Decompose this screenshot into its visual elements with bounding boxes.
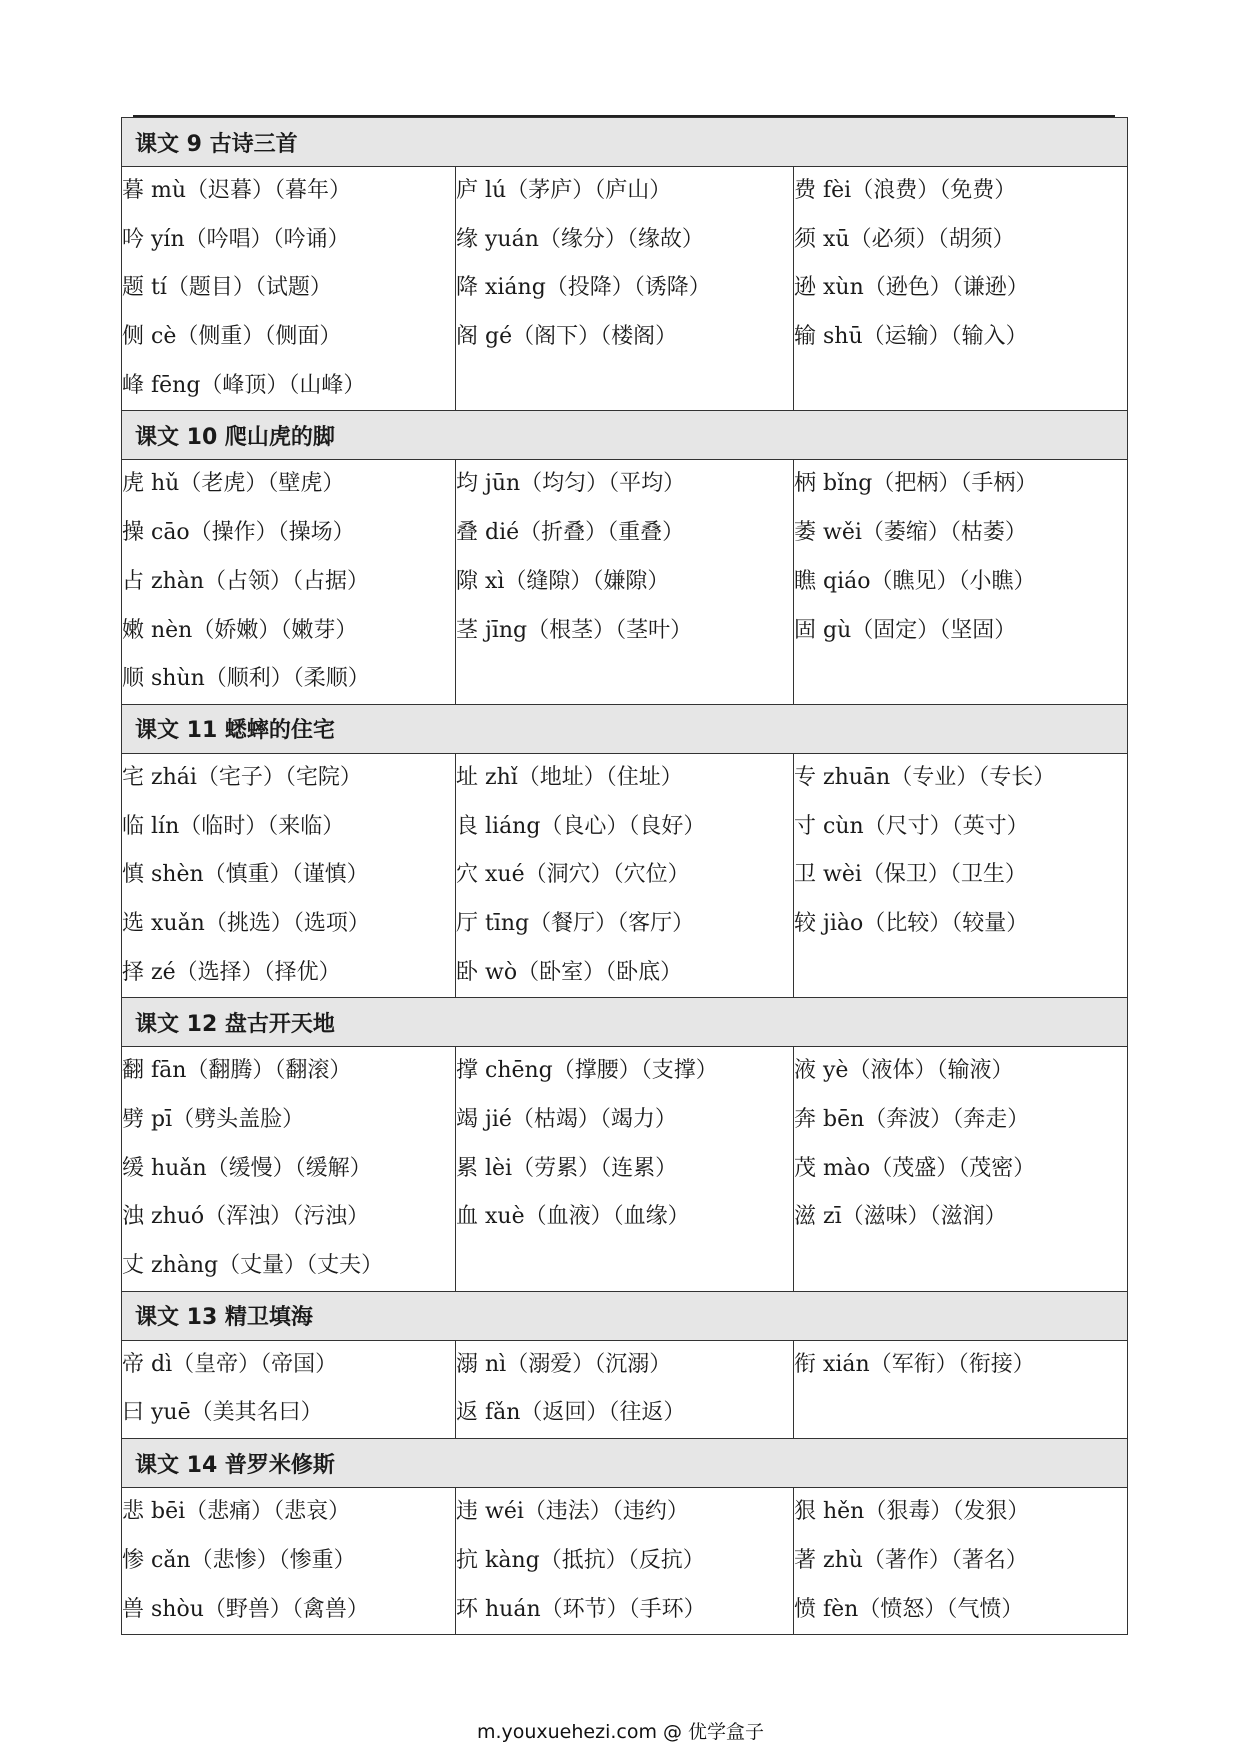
- vocab-entry: 卧 wò（卧室）（卧底）: [456, 959, 683, 985]
- vocab-entry: 顺 shùn（顺利）（柔顺）: [122, 666, 370, 692]
- vocab-entry: 液 yè（液体）（输液）: [794, 1058, 1014, 1084]
- section-title: 课文 14 普罗米修斯: [122, 1439, 1128, 1488]
- vocab-column: [122, 1047, 456, 1291]
- vocab-entry: 费 fèi（浪费）（免费）: [794, 178, 1017, 203]
- vocab-entry: 滋 zī（滋味）（滋润）: [794, 1204, 1007, 1230]
- vocab-entry: 返 fǎn（返回）（往返）: [456, 1400, 686, 1426]
- vocab-column: [794, 460, 1128, 704]
- footer-watermark: m.youxuehezi.com @ 优学盒子: [476, 1721, 765, 1743]
- vocab-entry: 须 xū（必须）（胡须）: [794, 226, 1015, 252]
- vocab-entry: 较 jiào（比较）（较量）: [794, 910, 1029, 936]
- vocab-column: [794, 1340, 1128, 1438]
- vocab-entry: 占 zhàn（占领）（占据）: [122, 568, 370, 594]
- vocab-entry: 寸 cùn（尺寸）（英寸）: [794, 813, 1029, 839]
- vocab-entry: 奔 bēn（奔波）（奔走）: [794, 1107, 1030, 1132]
- vocab-entry: 萎 wěi（萎缩）（枯萎）: [794, 520, 1027, 546]
- vocab-entry: 卫 wèi（保卫）（卫生）: [794, 862, 1027, 888]
- vocab-entry: 隙 xì（缝隙）（嫌隙）: [456, 568, 670, 594]
- section-body-row: [122, 1340, 1128, 1438]
- vocab-entry: 固 gù（固定）（坚固）: [794, 617, 1017, 643]
- vocab-entry: 降 xiáng（投降）（诱降）: [456, 275, 711, 301]
- vocab-column: [456, 460, 794, 704]
- vocab-entry: 虎 hǔ（老虎）（壁虎）: [122, 471, 345, 497]
- vocab-entry: 血 xuè（血液）（血缘）: [456, 1204, 690, 1230]
- vocab-entry: 峰 fēng（峰顶）（山峰）: [122, 372, 366, 398]
- section-header: [122, 411, 1128, 460]
- vocab-entry: 择 zé（选择）（择优）: [122, 959, 341, 985]
- vocab-entry: 嫩 nèn（娇嫩）（嫩芽）: [122, 617, 358, 643]
- vocab-entry: 柄 bǐng（把柄）（手柄）: [794, 471, 1038, 497]
- vocab-entry: 兽 shòu（野兽）（禽兽）: [122, 1596, 369, 1622]
- section-header: [122, 1439, 1128, 1488]
- vocab-entry: 著 zhù（著作）（著名）: [794, 1547, 1028, 1573]
- vocab-column: [456, 1047, 794, 1291]
- vocab-entry: 专 zhuān（专业）（专长）: [794, 764, 1056, 790]
- vocab-column: [794, 1047, 1128, 1291]
- section-header: [122, 118, 1128, 167]
- vocab-entry: 选 xuǎn（挑选）（选项）: [122, 910, 370, 936]
- section-body-row: [122, 1488, 1128, 1635]
- vocab-entry: 曰 yuē（美其名曰）: [122, 1400, 323, 1426]
- vocab-column: [122, 167, 456, 411]
- vocab-table: [121, 117, 1128, 1635]
- section-body-row: [122, 753, 1128, 997]
- vocab-entry: 厅 tīng（餐厅）（客厅）: [456, 910, 695, 936]
- vocab-entry: 阁 gé（阁下）（楼阁）: [456, 324, 678, 350]
- vocab-column: [456, 1488, 794, 1635]
- section-title: 课文 9 古诗三首: [122, 118, 1128, 167]
- section-header: [122, 1291, 1128, 1340]
- vocab-entry: 累 lèi（劳累）（连累）: [456, 1155, 678, 1181]
- vocab-entry: 缓 huǎn（缓慢）（缓解）: [122, 1155, 372, 1181]
- vocab-column: [122, 460, 456, 704]
- vocab-entry: 穴 xué（洞穴）（穴位）: [456, 862, 690, 888]
- vocab-entry: 帝 dì（皇帝）（帝国）: [122, 1351, 338, 1377]
- section-body-row: [122, 460, 1128, 704]
- vocab-entry: 悲 bēi（悲痛）（悲哀）: [122, 1499, 351, 1525]
- section-body-row: [122, 1047, 1128, 1291]
- section-body-row: [122, 167, 1128, 411]
- vocab-entry: 劈 pī（劈头盖脸）: [122, 1107, 305, 1132]
- vocab-entry: 庐 lú（茅庐）（庐山）: [456, 178, 672, 203]
- section-header: [122, 704, 1128, 753]
- section-header: [122, 998, 1128, 1047]
- section-title: 课文 10 爬山虎的脚: [122, 411, 1128, 460]
- vocab-entry: 违 wéi（违法）（违约）: [456, 1499, 689, 1525]
- vocab-entry: 衔 xián（军衔）（衔接）: [794, 1351, 1035, 1377]
- vocab-entry: 浊 zhuó（浑浊）（污浊）: [122, 1204, 370, 1230]
- vocab-entry: 翻 fān（翻腾）（翻滚）: [122, 1058, 352, 1084]
- vocab-entry: 瞧 qiáo（瞧见）（小瞧）: [794, 568, 1036, 594]
- vocab-entry: 狠 hěn（狠毒）（发狠）: [794, 1499, 1030, 1525]
- vocab-entry: 良 liáng（良心）（良好）: [456, 813, 706, 839]
- vocab-entry: 丈 zhàng（丈量）（丈夫）: [122, 1253, 384, 1279]
- vocab-entry: 撑 chēng（撑腰）（支撑）: [456, 1058, 718, 1084]
- vocab-entry: 暮 mù（迟暮）（暮年）: [122, 178, 352, 203]
- vocab-column: [794, 753, 1128, 997]
- vocab-entry: 慎 shèn（慎重）（谨慎）: [122, 862, 369, 888]
- vocab-entry: 叠 dié（折叠）（重叠）: [456, 520, 685, 546]
- vocab-entry: 抗 kàng（抵抗）（反抗）: [456, 1547, 705, 1573]
- vocab-entry: 愤 fèn（愤怒）（气愤）: [794, 1596, 1024, 1622]
- vocab-column: [122, 1488, 456, 1635]
- vocab-entry: 溺 nì（溺爱）（沉溺）: [456, 1351, 672, 1377]
- vocab-column: [456, 167, 794, 411]
- vocab-column: [122, 1340, 456, 1438]
- vocab-column: [794, 1488, 1128, 1635]
- vocab-entry: 茂 mào（茂盛）（茂密）: [794, 1155, 1036, 1181]
- vocab-entry: 环 huán（环节）（手环）: [456, 1596, 706, 1622]
- vocab-entry: 侧 cè（侧重）（侧面）: [122, 324, 342, 350]
- vocab-entry: 逊 xùn（逊色）（谦逊）: [794, 275, 1029, 301]
- vocab-entry: 惨 cǎn（悲惨）（惨重）: [122, 1547, 356, 1573]
- vocab-entry: 宅 zhái（宅子）（宅院）: [122, 764, 362, 790]
- vocab-column: [794, 167, 1128, 411]
- vocab-column: [456, 753, 794, 997]
- vocab-entry: 临 lín（临时）（来临）: [122, 813, 345, 839]
- vocab-entry: 址 zhǐ（地址）（住址）: [456, 764, 683, 790]
- vocab-entry: 竭 jié（枯竭）（竭力）: [456, 1107, 677, 1132]
- vocab-entry: 缘 yuán（缘分）（缘故）: [456, 226, 704, 252]
- vocab-entry: 吟 yín（吟唱）（吟诵）: [122, 226, 350, 252]
- section-title: 课文 13 精卫填海: [122, 1291, 1128, 1340]
- vocab-column: [122, 753, 456, 997]
- section-title: 课文 11 蟋蟀的住宅: [122, 704, 1128, 753]
- vocab-entry: 均 jūn（均匀）（平均）: [456, 471, 686, 497]
- vocab-entry: 输 shū（运输）（输入）: [794, 324, 1028, 350]
- section-title: 课文 12 盘古开天地: [122, 998, 1128, 1047]
- vocab-column: [456, 1340, 794, 1438]
- vocab-entry: 题 tí（题目）（试题）: [122, 275, 332, 301]
- vocab-entry: 操 cāo（操作）（操场）: [122, 520, 355, 546]
- vocab-entry: 茎 jīng（根茎）（茎叶）: [456, 617, 693, 643]
